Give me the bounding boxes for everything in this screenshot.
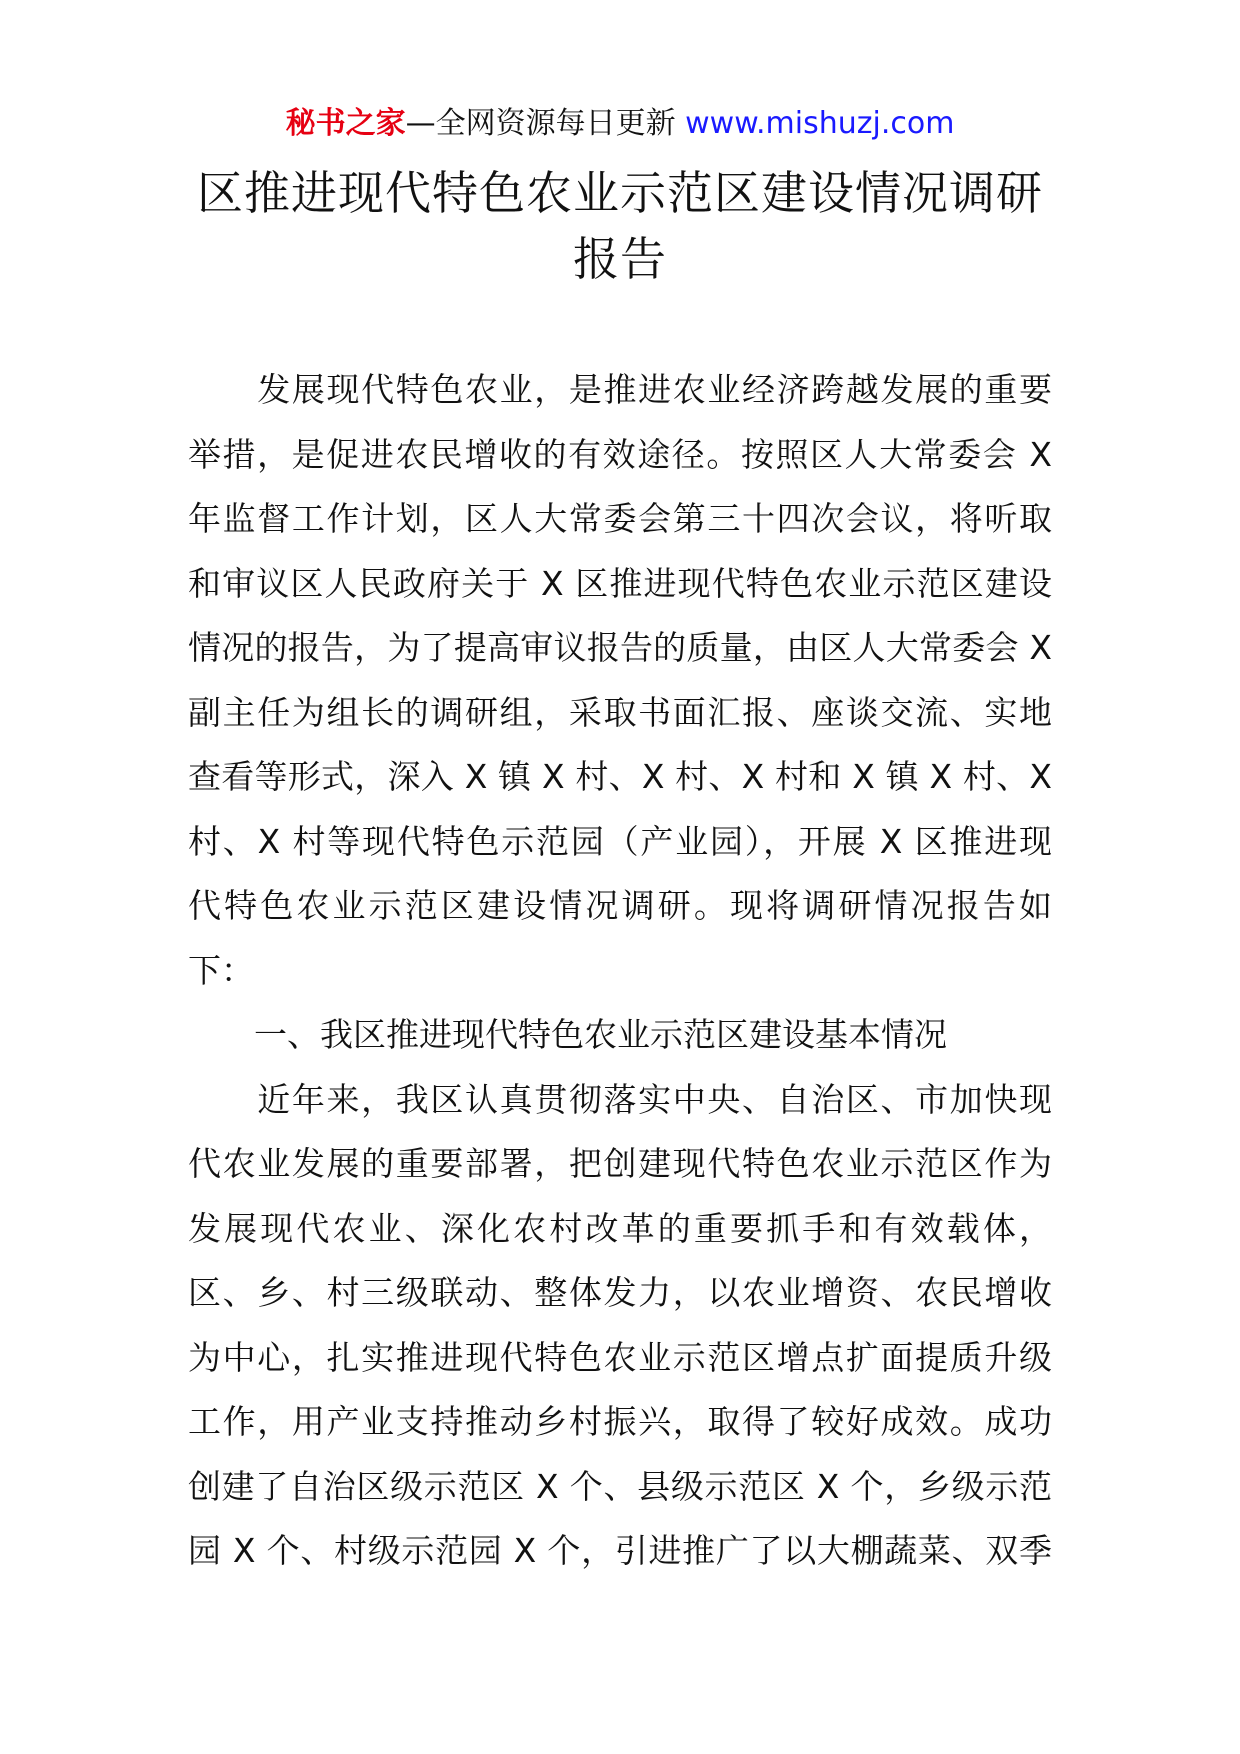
section-heading: [188, 1003, 1052, 1068]
paragraph-line: 和审议区人民政府关于 X 区推进现代特色农业示范区建设: [188, 563, 1052, 603]
section-paragraph: [188, 1068, 1052, 1584]
banner-slogan: —全网资源每日更新: [405, 106, 676, 141]
paragraph-line: 查看等形式，深入 X 镇 X 村、X 村、X 村和 X 镇 X 村、X: [188, 757, 1052, 796]
paragraph-line: 村、X 村等现代特色示范园（产业园），开展 X 区推进现: [188, 821, 1052, 861]
paragraph-line: 举措，是促进农民增收的有效途径。按照区人大常委会 X: [188, 434, 1052, 474]
title-line: 报告: [573, 232, 667, 286]
paragraph-line: 创建了自治区级示范区 X 个、县级示范区 X 个，乡级示范: [188, 1466, 1052, 1506]
document-body: [188, 358, 1052, 1584]
title-line: 区推进现代特色农业示范区建设情况调研: [197, 166, 1043, 220]
paragraph-line: 副主任为组长的调研组，采取书面汇报、座谈交流、实地: [188, 692, 1052, 732]
paragraph-line: 区、乡、村三级联动、整体发力，以农业增资、农民增收: [188, 1273, 1052, 1312]
paragraph-line: 年监督工作计划，区人大常委会第三十四次会议，将听取: [188, 499, 1052, 538]
site-banner: [0, 100, 1240, 148]
paragraph-line: 园 X 个、村级示范园 X 个，引进推广了以大棚蔬菜、双季: [188, 1531, 1052, 1570]
paragraph-line: 代特色农业示范区建设情况调研。现将调研情况报告如: [188, 886, 1052, 925]
paragraph-line: 代农业发展的重要部署，把创建现代特色农业示范区作为: [188, 1144, 1052, 1183]
paragraph-line: 发展现代特色农业，是推进农业经济跨越发展的重要: [188, 370, 1052, 409]
paragraph-line: 下：: [188, 950, 254, 990]
intro-paragraph: [188, 358, 1052, 1003]
brand-name: 秘书之家: [285, 106, 406, 141]
site-url-link[interactable]: www.mishuzj.com: [685, 106, 955, 141]
paragraph-line: 近年来，我区认真贯彻落实中央、自治区、市加快现: [188, 1079, 1052, 1119]
section-heading-text: 一、我区推进现代特色农业示范区建设基本情况: [188, 1015, 947, 1054]
paragraph-line: 工作，用产业支持推动乡村振兴，取得了较好成效。成功: [188, 1402, 1052, 1441]
paragraph-line: 发展现代农业、深化农村改革的重要抓手和有效载体，: [188, 1208, 1052, 1248]
paragraph-line: 情况的报告，为了提高审议报告的质量，由区人大常委会 X: [188, 628, 1052, 667]
paragraph-line: 为中心，扎实推进现代特色农业示范区增点扩面提质升级: [188, 1337, 1052, 1377]
document-title: [188, 160, 1052, 292]
